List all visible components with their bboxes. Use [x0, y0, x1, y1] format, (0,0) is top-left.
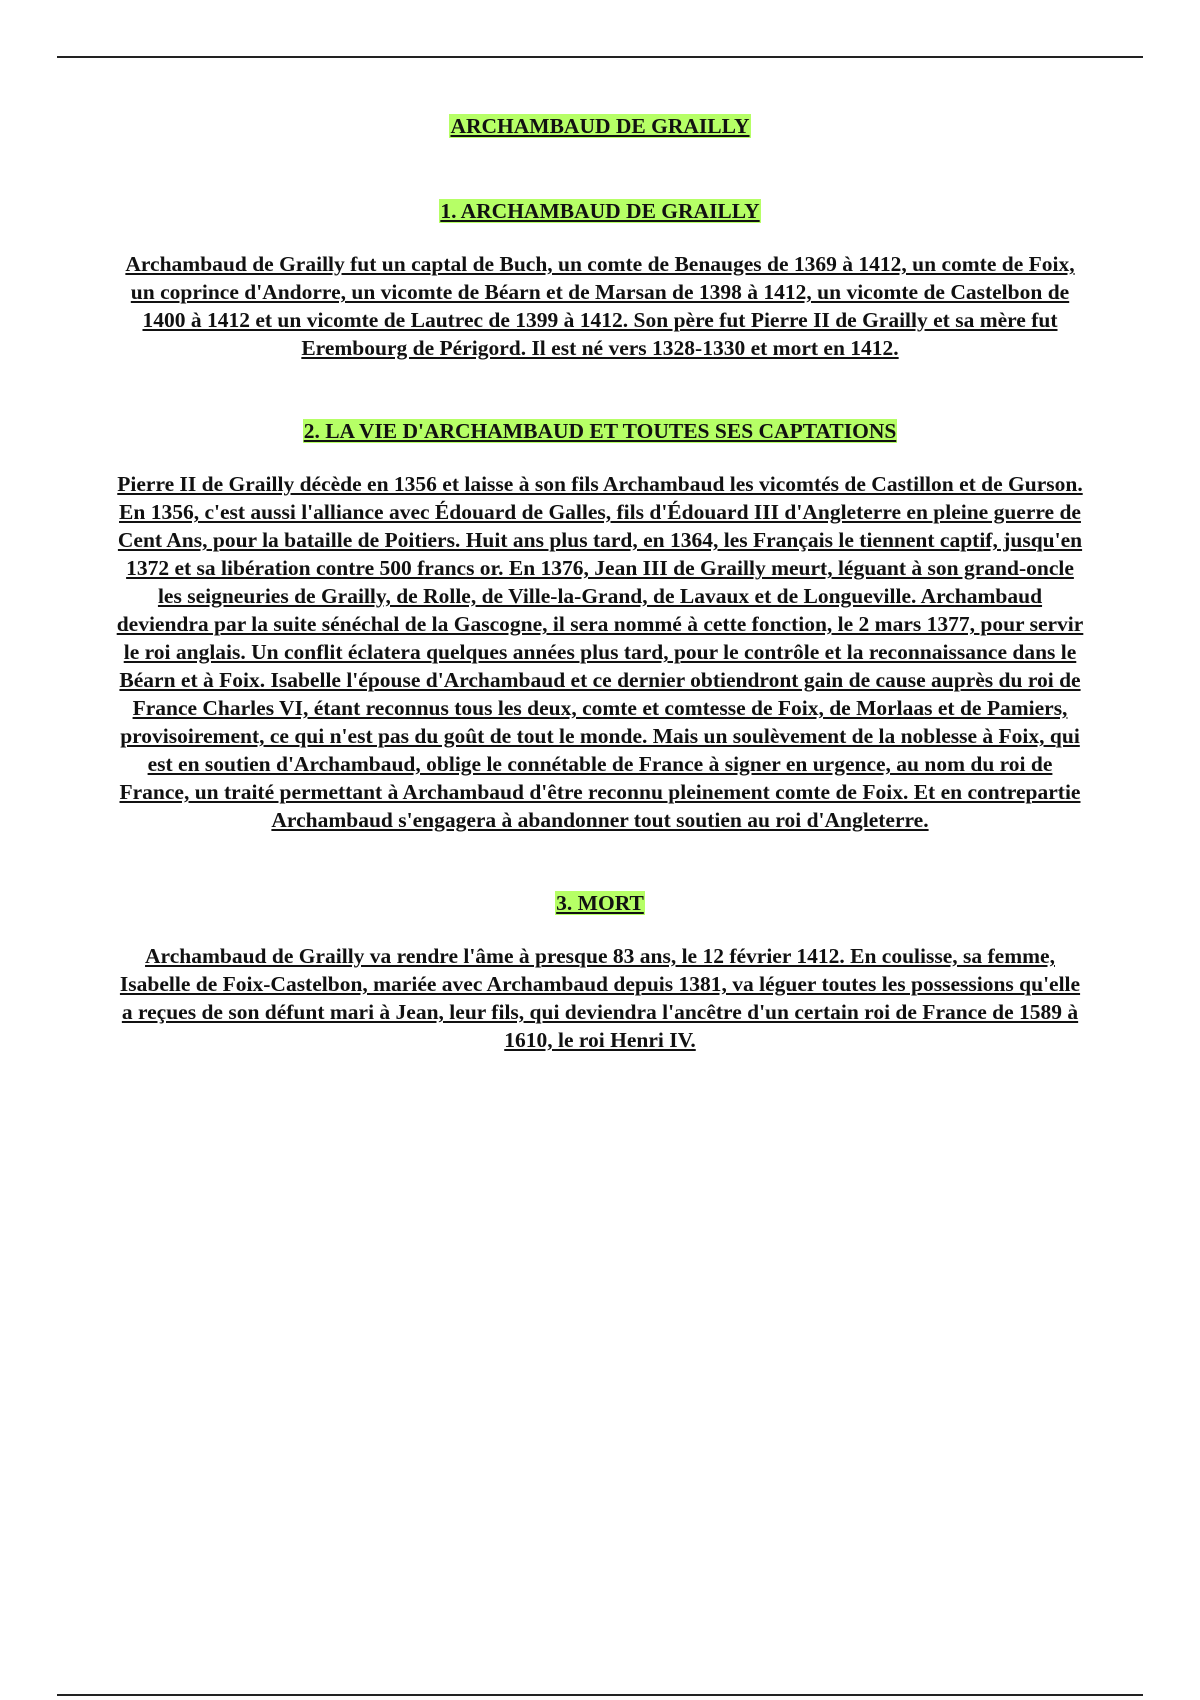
section-identity [112, 198, 1088, 362]
document-title [112, 113, 1088, 139]
top-rule [57, 56, 1143, 58]
section-paragraph: Archambaud de Grailly fut un captal de Buch, un comte de Benauges de 1369 à 1412, un comte de Foix, un coprince d'Andorre, un vicomte de Béarn et de Marsan de 1398 à 1412, un vicomte de Castelbon de 1400 à 1412 et un vicomte de Lautrec de 1399 à 1412. Son père fut Pierre II de Grailly et sa mère fut Erembourg de Périgord. Il est né vers 1328-1330 et mort en 1412. [125, 252, 1075, 360]
section-paragraph: Pierre II de Grailly décède en 1356 et laisse à son fils Archambaud les vicomtés de Castillon et de Gurson. En 1356, c'est aussi l'alliance avec Édouard de Galles, fils d'Édouard III d'Angleterre en pleine guerre de Cent Ans, pour la bataille de Poitiers. Huit ans plus tard, en 1364, les Français le tiennent captif, jusqu'en 1372 et sa libération contre 500 francs or. En 1376, Jean III de Grailly meurt, léguant à son grand-oncle les seigneuries de Grailly, de Rolle, de Ville-la-Grand, de Lavaux et de Longueville. Archambaud deviendra par la suite sénéchal de la Gascogne, il sera nommé à cette fonction, le 2 mars 1377, pour servir le roi anglais. Un conflit éclatera quelques années plus tard, pour le contrôle et la reconnaissance dans le Béarn et à Foix. Isabelle l'épouse d'Archambaud et ce dernier obtiendront gain de cause auprès du roi de France Charles VI, étant reconnus tous les deux, comte et comtesse de Foix, de Morlaas et de Pamiers, provisoirement, ce qui n'est pas du goût de tout le monde. Mais un soulèvement de la noblesse à Foix, qui est en soutien d'Archambaud, oblige le connétable de France à signer en urgence, au nom du roi de France, un traité permettant à Archambaud d'être reconnu pleinement comte de Foix. Et en contrepartie Archambaud s'engagera à abandonner tout soutien au roi d'Angleterre. [116, 472, 1084, 832]
section-heading [112, 890, 1088, 916]
section-heading-text: 3. MORT [556, 891, 644, 915]
section-death [112, 890, 1088, 1054]
bottom-rule [57, 1694, 1143, 1696]
section-heading-text: 2. LA VIE D'ARCHAMBAUD ET TOUTES SES CAPTATIONS [303, 419, 897, 443]
document-body [112, 113, 1088, 1054]
section-heading-text: 1. ARCHAMBAUD DE GRAILLY [440, 199, 760, 223]
section-heading [112, 198, 1088, 224]
section-life [112, 418, 1088, 834]
section-heading [112, 418, 1088, 444]
section-paragraph: Archambaud de Grailly va rendre l'âme à presque 83 ans, le 12 février 1412. En coulisse, sa femme, Isabelle de Foix-Castelbon, mariée avec Archambaud depuis 1381, va léguer toutes les possessions qu'elle a reçues de son défunt mari à Jean, leur fils, qui deviendra l'ancêtre d'un certain roi de France de 1589 à 1610, le roi Henri IV. [119, 944, 1081, 1052]
document-title-text: ARCHAMBAUD DE GRAILLY [450, 114, 750, 138]
